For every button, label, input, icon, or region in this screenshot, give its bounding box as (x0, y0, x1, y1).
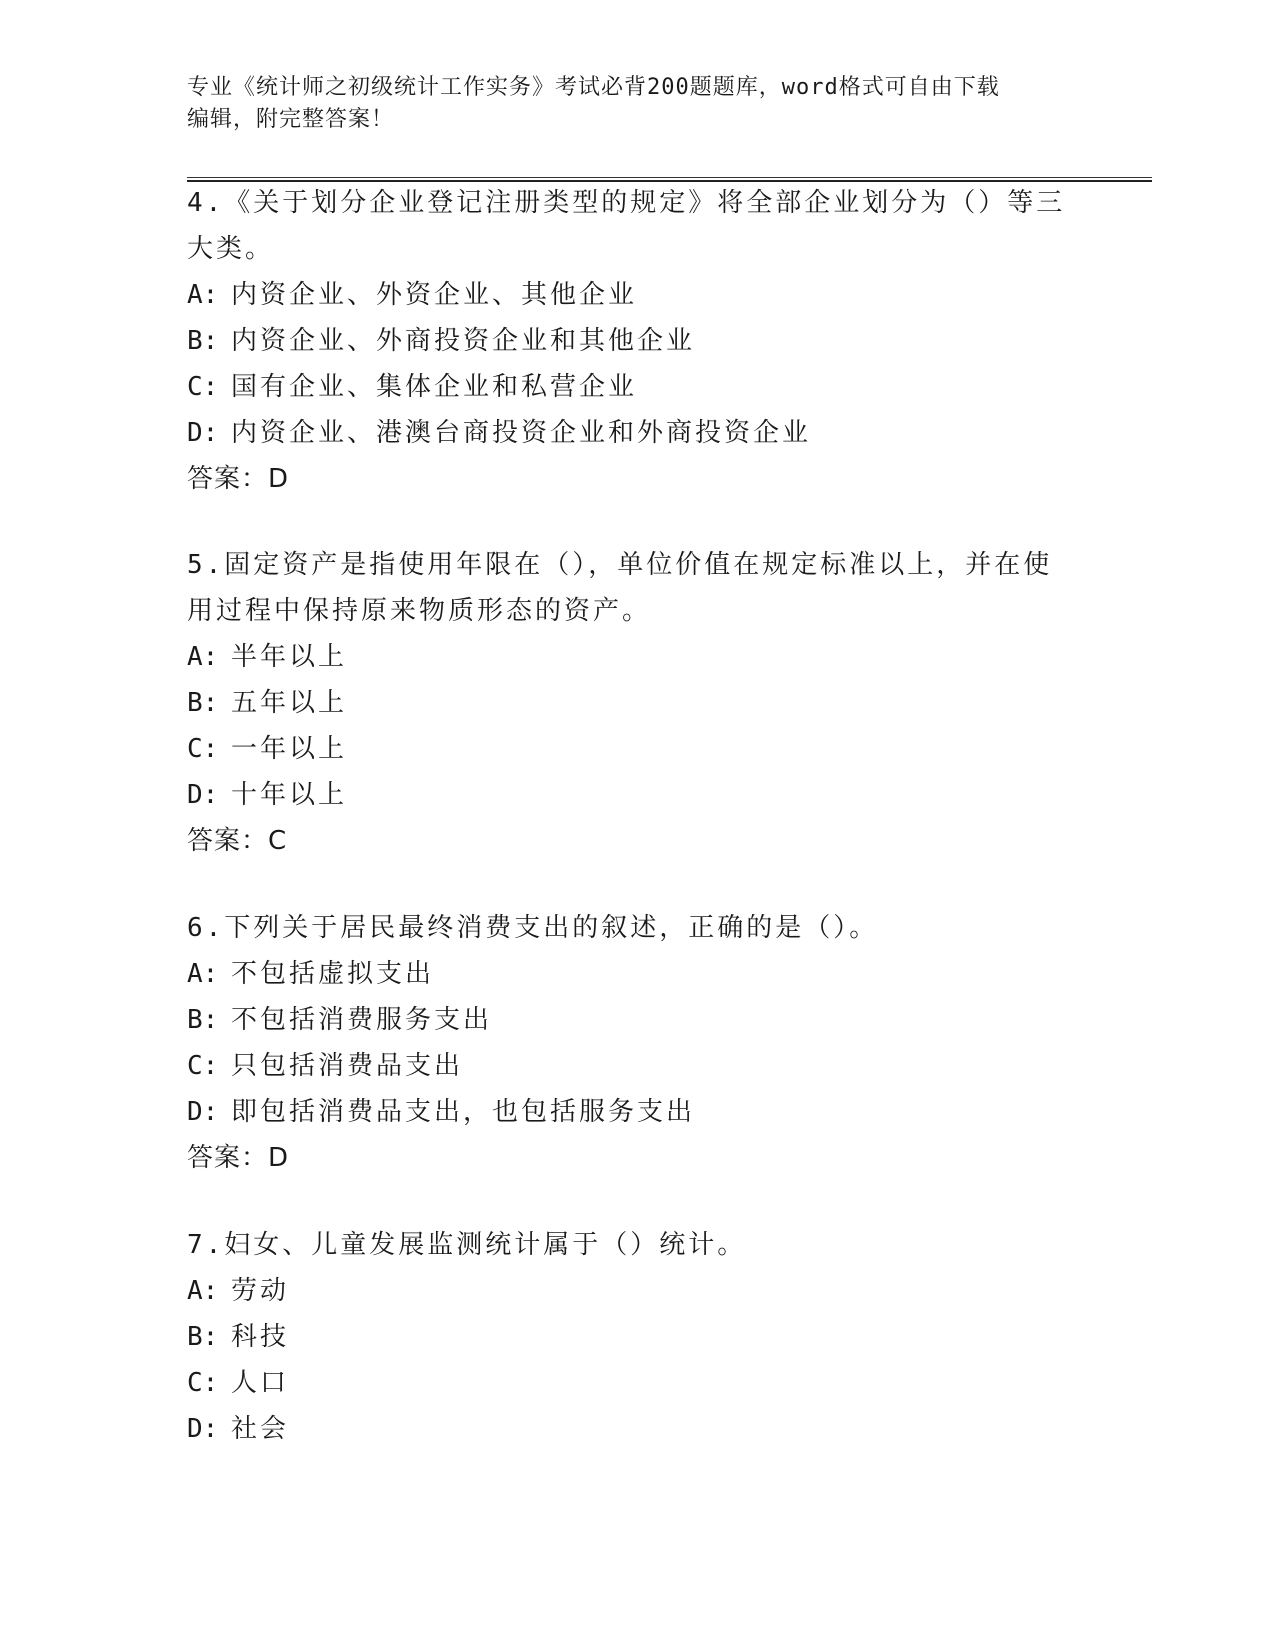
option-text: 半年以上 (231, 642, 348, 672)
document-header (187, 72, 1067, 136)
question-stem-line-1: 6.下列关于居民最终消费支出的叙述，正确的是（）。 (187, 913, 879, 943)
question-stem-line-1: 5.固定资产是指使用年限在（），单位价值在规定标准以上，并在使 (187, 550, 1053, 580)
option-b (187, 997, 1087, 1043)
option-key: B: (187, 688, 219, 718)
question-5 (187, 542, 1087, 864)
option-b (187, 680, 1087, 726)
option-text: 只包括消费品支出 (231, 1051, 464, 1081)
option-key: C: (187, 734, 219, 764)
option-text: 不包括虚拟支出 (231, 959, 435, 989)
option-b (187, 1314, 1087, 1360)
option-c (187, 364, 1087, 410)
option-key: D: (187, 1414, 219, 1444)
option-key: C: (187, 1368, 219, 1398)
option-text: 一年以上 (231, 734, 348, 764)
option-key: A: (187, 280, 219, 310)
question-stem-line-2: 用过程中保持原来物质形态的资产。 (187, 596, 652, 626)
answer-line: 答案：D (187, 1143, 290, 1173)
option-key: A: (187, 642, 219, 672)
question-stem-line-2: 大类。 (187, 234, 275, 264)
option-text: 内资企业、外商投资企业和其他企业 (231, 326, 696, 356)
question-stem-line-1: 7.妇女、儿童发展监测统计属于（）统计。 (187, 1230, 747, 1260)
option-text: 人口 (231, 1368, 290, 1398)
option-key: C: (187, 372, 219, 402)
option-b (187, 318, 1087, 364)
option-d (187, 1406, 1087, 1452)
question-7 (187, 1222, 1087, 1452)
option-text: 科技 (231, 1322, 290, 1352)
option-a (187, 634, 1087, 680)
option-d (187, 410, 1087, 456)
option-text: 即包括消费品支出，也包括服务支出 (231, 1097, 696, 1127)
option-key: B: (187, 1322, 219, 1352)
option-text: 不包括消费服务支出 (231, 1005, 493, 1035)
option-text: 五年以上 (231, 688, 348, 718)
question-4 (187, 180, 1087, 502)
option-a (187, 1268, 1087, 1314)
answer-line: 答案：C (187, 826, 288, 856)
option-text: 社会 (231, 1414, 290, 1444)
option-a (187, 951, 1087, 997)
option-text: 内资企业、外资企业、其他企业 (231, 280, 638, 310)
option-key: B: (187, 1005, 219, 1035)
option-text: 国有企业、集体企业和私营企业 (231, 372, 638, 402)
option-key: B: (187, 326, 219, 356)
option-a (187, 272, 1087, 318)
option-text: 劳动 (231, 1276, 290, 1306)
option-key: D: (187, 780, 219, 810)
option-c (187, 726, 1087, 772)
option-d (187, 772, 1087, 818)
option-text: 内资企业、港澳台商投资企业和外商投资企业 (231, 418, 812, 448)
option-d (187, 1089, 1087, 1135)
question-6 (187, 905, 1087, 1181)
answer-line: 答案：D (187, 464, 290, 494)
header-title-line-2: 编辑，附完整答案！ (187, 107, 395, 132)
option-key: D: (187, 418, 219, 448)
option-key: A: (187, 959, 219, 989)
option-key: A: (187, 1276, 219, 1306)
question-stem-line-1: 4.《关于划分企业登记注册类型的规定》将全部企业划分为（）等三 (187, 188, 1066, 218)
header-divider-thin (187, 177, 1152, 178)
option-text: 十年以上 (231, 780, 348, 810)
option-c (187, 1360, 1087, 1406)
header-title-line-1: 专业《统计师之初级统计工作实务》考试必背200题题库，word格式可自由下载 (187, 75, 1000, 100)
option-key: D: (187, 1097, 219, 1127)
option-c (187, 1043, 1087, 1089)
option-key: C: (187, 1051, 219, 1081)
